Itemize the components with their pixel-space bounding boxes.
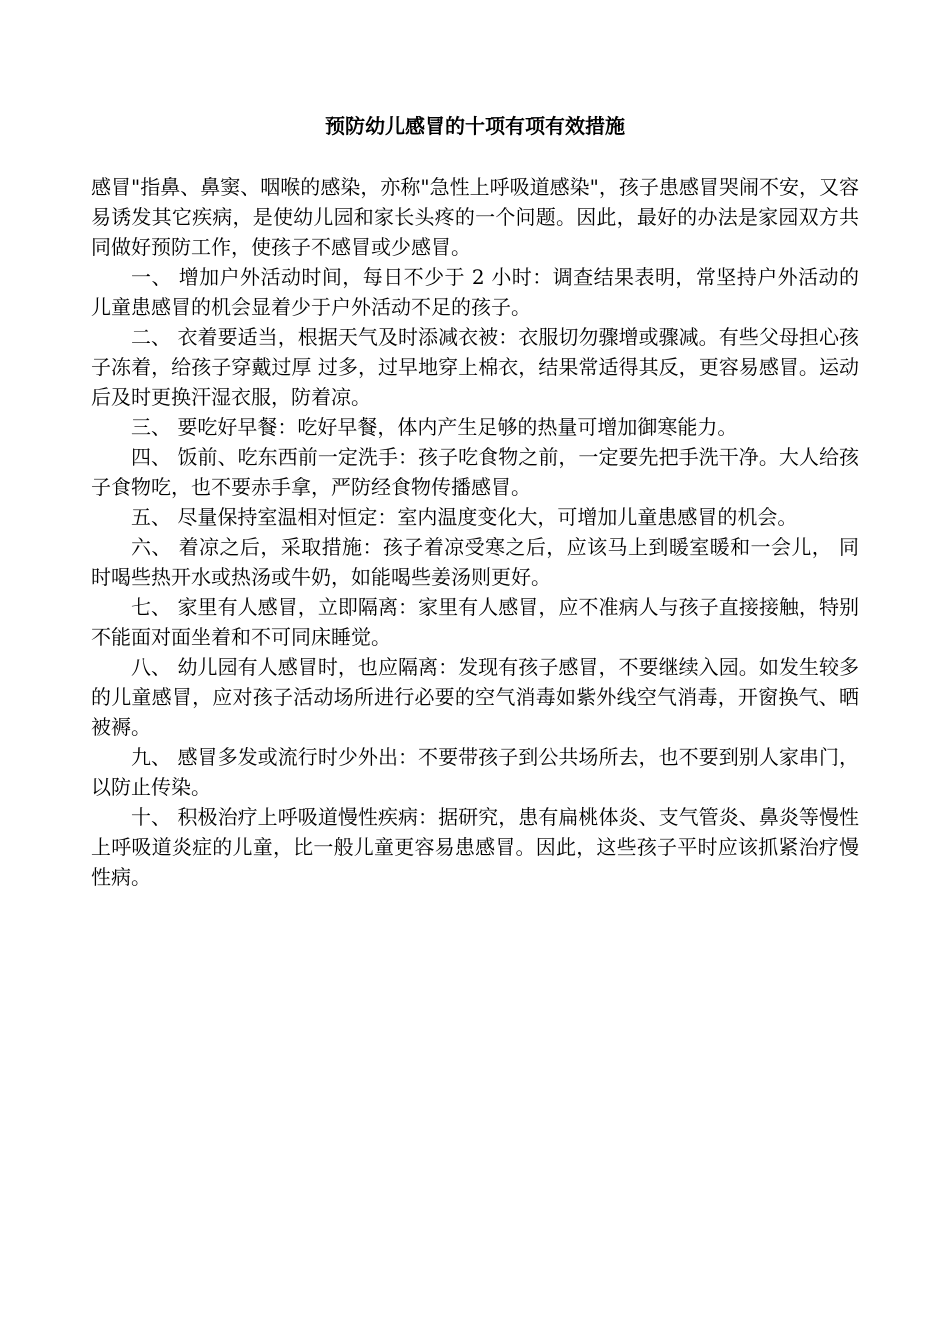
- document-title: 预防幼儿感冒的十项有项有效措施: [325, 114, 625, 138]
- measure-item-1: 一、 增加户外活动时间，每日不少于 2 小时：调查结果表明，常坚持户外活动的儿童患感冒的机会显着少于户外活动不足的孩子。: [91, 265, 859, 319]
- measure-item-6: 六、 着凉之后，采取措施：孩子着凉受寒之后，应该马上到暖室暖和一会儿， 同时喝些热开水或热汤或牛奶，如能喝些姜汤则更好。: [91, 535, 859, 589]
- document-body: [91, 172, 859, 892]
- measure-item-10: 十、 积极治疗上呼吸道慢性疾病：据研究，患有扁桃体炎、支气管炎、鼻炎等慢性上呼吸道炎症的儿童，比一般儿童更容易患感冒。因此，这些孩子平时应该抓紧治疗慢性病。: [91, 805, 859, 889]
- measure-item-7: 七、 家里有人感冒，立即隔离：家里有人感冒，应不准病人与孩子直接接触，特别不能面对面坐着和不可同床睡觉。: [91, 595, 859, 649]
- measure-item-5: 五、 尽量保持室温相对恒定：室内温度变化大，可增加儿童患感冒的机会。: [131, 505, 798, 529]
- measure-item-8: 八、 幼儿园有人感冒时，也应隔离：发现有孩子感冒，不要继续入园。如发生较多的儿童感冒，应对孩子活动场所进行必要的空气消毒如紫外线空气消毒，开窗换气、晒被褥。: [91, 655, 859, 739]
- measure-item-2: 二、 衣着要适当，根据天气及时添减衣被：衣服切勿骤增或骤减。有些父母担心孩子冻着，给孩子穿戴过厚 过多，过早地穿上棉衣，结果常适得其反，更容易感冒。运动后及时更换汗湿衣服，防着凉。: [91, 325, 859, 409]
- measure-item-3: 三、 要吃好早餐：吃好早餐，体内产生足够的热量可增加御寒能力。: [131, 415, 738, 439]
- measure-item-9: 九、 感冒多发或流行时少外出：不要带孩子到公共场所去，也不要到别人家串门，以防止传染。: [91, 745, 859, 799]
- intro-paragraph: 感冒"指鼻、鼻窦、咽喉的感染，亦称"急性上呼吸道感染"，孩子患感冒哭闹不安，又容易诱发其它疾病，是使幼儿园和家长头疼的一个问题。因此，最好的办法是家园双方共同做好预防工作，使孩子不感冒或少感冒。: [91, 175, 859, 259]
- measure-item-4: 四、 饭前、吃东西前一定洗手：孩子吃食物之前，一定要先把手洗干净。大人给孩子食物吃，也不要赤手拿，严防经食物传播感冒。: [91, 445, 859, 499]
